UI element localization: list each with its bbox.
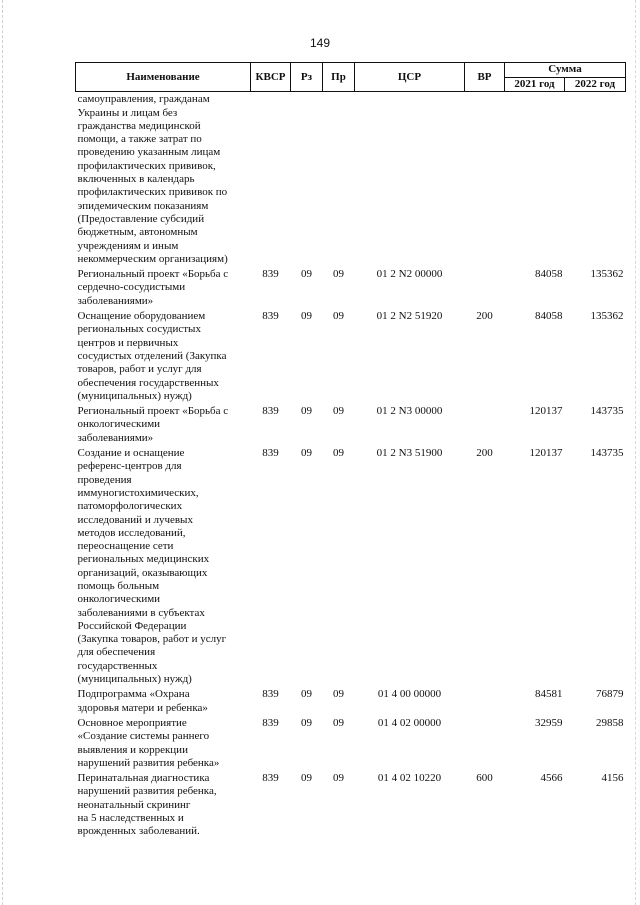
- row-amount-2021: 84581: [535, 688, 563, 701]
- header-pr: Пр: [323, 63, 355, 92]
- row-amount-2022: 143735: [590, 405, 624, 418]
- row-vr: [465, 404, 505, 446]
- row-rz: 09: [301, 772, 312, 785]
- row-csr: [355, 92, 465, 267]
- row-pr: 09: [333, 268, 344, 281]
- row-vr: 200: [476, 310, 493, 323]
- row-name: Оснащение оборудованием региональных сосудистых центров и первичных сосудистых отделений (Закупка товаров, работ и услуг для обеспечения государственных (муниципальных) нужд): [77, 310, 227, 402]
- row-kvsr: 839: [262, 405, 279, 418]
- row-amount-2022: 4156: [601, 772, 624, 785]
- header-year-2021: 2021 год: [505, 78, 565, 92]
- row-pr: 09: [333, 688, 344, 701]
- row-rz: 09: [301, 310, 312, 323]
- row-pr: 09: [333, 310, 344, 323]
- row-csr: 01 4 00 00000: [377, 688, 442, 701]
- row-vr: [465, 716, 505, 771]
- row-rz: 09: [301, 447, 312, 460]
- row-pr: 09: [333, 772, 344, 785]
- row-kvsr: 839: [262, 772, 279, 785]
- table-row: [76, 446, 626, 687]
- row-csr: 01 4 02 00000: [377, 716, 442, 729]
- table-row: [76, 687, 626, 716]
- row-vr: [465, 267, 505, 309]
- row-csr: 01 4 02 10220: [377, 772, 442, 785]
- row-name: самоуправления, гражданам Украины и лицам без гражданства медицинской помощи, а также затрат по проведению указанным лицам профилактических прививок, включенных в календарь профилактических прививок по эпидемическим показаниям (Предоставление субсидий бюджетным, автономным учреждениям и иным некоммерческим организациям): [77, 93, 228, 265]
- row-pr: 09: [333, 405, 344, 418]
- row-amount-2021: 4566: [540, 772, 563, 785]
- row-kvsr: 839: [262, 716, 279, 729]
- row-name: Региональный проект «Борьба с сердечно-сосудистыми заболеваниями»: [77, 268, 229, 307]
- row-name: Создание и оснащение референс-центров для проведения иммуногистохимических, патоморфологических исследований и лучевых методов исследований, переоснащение сети региональных медицинских организаций, оказывающих помощь больным онкологическими заболеваниями в субъектах Российской Федерации (Закупка товаров, работ и услуг для обеспечения государственных (муниципальных) нужд): [77, 447, 227, 686]
- row-csr: 01 2 N2 51920: [376, 310, 443, 323]
- row-amount-2022: 29858: [596, 716, 624, 729]
- row-pr: 09: [333, 447, 344, 460]
- row-rz: 09: [301, 688, 312, 701]
- header-name: Наименование: [76, 63, 251, 92]
- row-vr: 600: [476, 772, 493, 785]
- row-amount-2021: 32959: [535, 716, 563, 729]
- row-vr: [465, 687, 505, 716]
- row-kvsr: 839: [262, 310, 279, 323]
- header-csr: ЦСР: [355, 63, 465, 92]
- budget-table: [75, 62, 626, 840]
- row-rz: 09: [301, 268, 312, 281]
- header-summa: Сумма: [505, 63, 626, 78]
- header-year-2022: 2022 год: [565, 78, 626, 92]
- row-amount-2021: 120137: [529, 447, 563, 460]
- row-name: Региональный проект «Борьба с онкологическими заболеваниями»: [77, 405, 229, 444]
- row-rz: 09: [301, 716, 312, 729]
- row-amount-2021: 84058: [535, 268, 563, 281]
- row-pr: [323, 92, 355, 267]
- row-rz: 09: [301, 405, 312, 418]
- row-amount-2021: 84058: [535, 310, 563, 323]
- row-vr: [465, 92, 505, 267]
- table-row: [76, 716, 626, 771]
- table-body: [76, 92, 626, 840]
- row-amount-2022: 76879: [596, 688, 624, 701]
- scan-edge-left: [2, 0, 4, 905]
- page-number: 149: [309, 36, 331, 50]
- table-row: [76, 267, 626, 309]
- row-vr: 200: [476, 447, 493, 460]
- row-amount-2022: 135362: [590, 268, 624, 281]
- row-name: Подпрограмма «Охрана здоровья матери и ребенка»: [77, 688, 208, 714]
- table-row: [76, 771, 626, 839]
- header-kvsr: КВСР: [251, 63, 291, 92]
- header-vr: ВР: [465, 63, 505, 92]
- table-row: [76, 309, 626, 404]
- table-row: [76, 92, 626, 267]
- row-csr: 01 2 N3 51900: [376, 447, 443, 460]
- row-kvsr: 839: [262, 447, 279, 460]
- row-csr: 01 2 N2 00000: [376, 268, 443, 281]
- row-kvsr: 839: [262, 268, 279, 281]
- row-amount-2021: [505, 92, 565, 267]
- row-amount-2022: [565, 92, 626, 267]
- row-name: Перинатальная диагностика нарушений развития ребенка, неонатальный скрининг на 5 наследственных и врожденных заболеваний.: [77, 772, 217, 838]
- row-kvsr: [251, 92, 291, 267]
- row-name: Основное мероприятие «Создание системы раннего выявления и коррекции нарушений развития ребенка»: [77, 716, 220, 769]
- scan-edge-right: [635, 0, 637, 905]
- table-header: [76, 63, 626, 92]
- header-rz: Рз: [291, 63, 323, 92]
- row-amount-2022: 143735: [590, 447, 624, 460]
- row-amount-2021: 120137: [529, 405, 563, 418]
- row-amount-2022: 135362: [590, 310, 624, 323]
- row-csr: 01 2 N3 00000: [376, 405, 443, 418]
- table-row: [76, 404, 626, 446]
- row-kvsr: 839: [262, 688, 279, 701]
- row-rz: [291, 92, 323, 267]
- row-pr: 09: [333, 716, 344, 729]
